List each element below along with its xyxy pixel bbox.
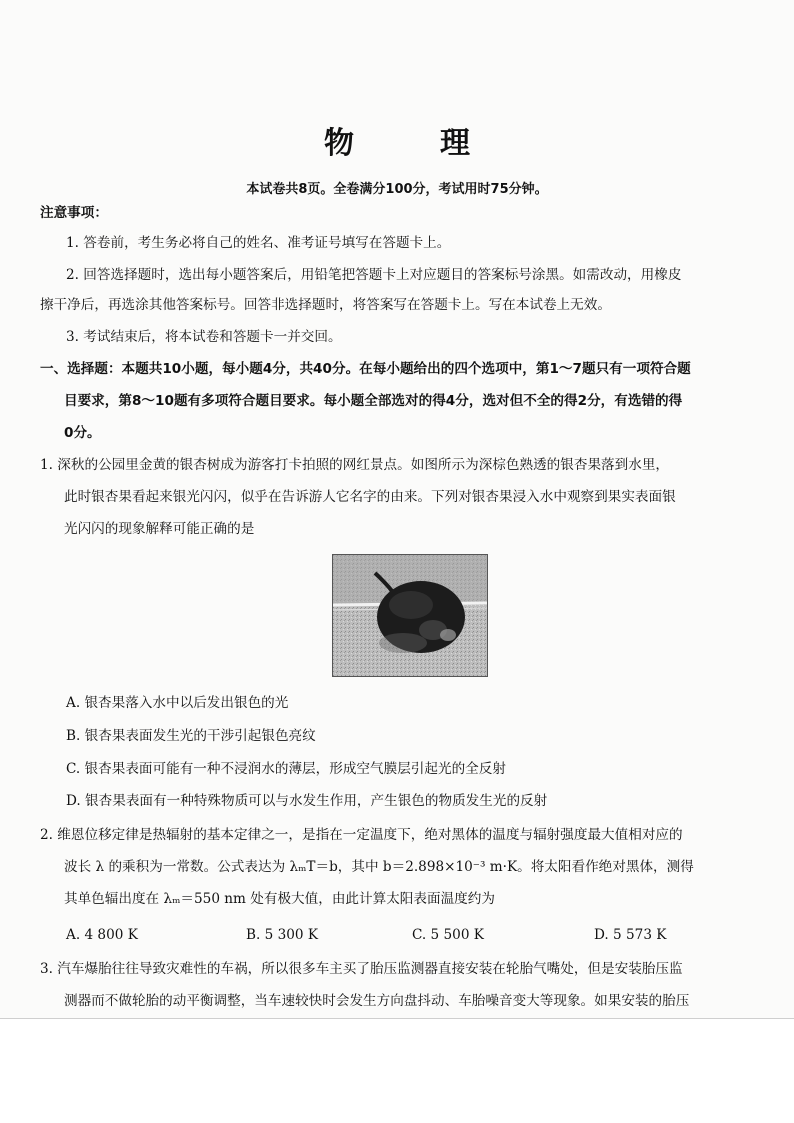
q1-option-d: D. 银杏果表面有一种特殊物质可以与水发生作用，产生银色的物质发生光的反射 [66, 793, 548, 809]
notice-item-2: 2. 回答选择题时，选出每小题答案后，用铅笔把答题卡上对应题目的答案标号涂黑。如需改动，用橡皮 [66, 267, 682, 283]
q2-option-b: B. 5 300 K [246, 927, 319, 943]
notice-item-2-cont: 擦干净后，再选涂其他答案标号。回答非选择题时，将答案写在答题卡上。写在本试卷上无效。 [40, 297, 611, 313]
notice-item-1: 1. 答卷前，考生务必将自己的姓名、准考证号填写在答题卡上。 [66, 235, 451, 251]
section1-line-3: 0分。 [64, 425, 101, 441]
q2-stem-3: 其单色辐出度在 λₘ＝550 nm 处有极大值，由此计算太阳表面温度约为 [64, 891, 495, 907]
q1-stem-1: 1. 深秋的公园里金黄的银杏树成为游客打卡拍照的网红景点。如图所示为深棕色熟透的银杏果落到水里， [40, 457, 670, 473]
q3-stem-2: 测器而不做轮胎的动平衡调整，当车速较快时会发生方向盘抖动、车胎噪音变大等现象。如果安装的胎压 [64, 993, 690, 1009]
q2-stem-2: 波长 λ 的乘积为一常数。公式表达为 λₘT＝b，其中 b＝2.898×10⁻³ m·K。将太阳看作绝对黑体，测得 [64, 859, 694, 875]
ginkgo-fruit-photo [332, 554, 488, 677]
exam-info: 本试卷共8页。全卷满分100分，考试用时75分钟。 [246, 182, 548, 197]
q2-stem-1: 2. 维恩位移定律是热辐射的基本定律之一，是指在一定温度下，绝对黑体的温度与辐射强度最大值相对应的 [40, 827, 683, 843]
q1-option-b: B. 银杏果表面发生光的干涉引起银色亮纹 [66, 728, 316, 744]
ginkgo-fruit-image [333, 555, 487, 676]
page-title: 物 理 [324, 126, 498, 161]
q1-stem-2: 此时银杏果看起来银光闪闪，似乎在告诉游人它名字的由来。下列对银杏果浸入水中观察到果实表面银 [64, 489, 676, 505]
notice-heading: 注意事项： [40, 205, 108, 221]
q3-stem-1: 3. 汽车爆胎往往导致灾难性的车祸，所以很多车主买了胎压监测器直接安装在轮胎气嘴处，但是安装胎压监 [40, 961, 683, 977]
q1-stem-3: 光闪闪的现象解释可能正确的是 [64, 521, 255, 537]
q2-option-a: A. 4 800 K [66, 927, 138, 943]
notice-item-3: 3. 考试结束后，将本试卷和答题卡一并交回。 [66, 329, 342, 345]
section1-line-2: 目要求，第8～10题有多项符合题目要求。每小题全部选对的得4分，选对但不全的得2分，有选错的得 [64, 393, 683, 409]
q2-option-d: D. 5 573 K [594, 927, 667, 943]
q2-option-c: C. 5 500 K [412, 927, 484, 943]
q1-option-c: C. 银杏果表面可能有一种不浸润水的薄层，形成空气膜层引起光的全反射 [66, 761, 506, 777]
section1-line-1: 一、选择题：本题共10小题，每小题4分，共40分。在每小题给出的四个选项中，第1～7题只有一项符合题 [40, 361, 691, 377]
q1-option-a: A. 银杏果落入水中以后发出银色的光 [66, 695, 289, 711]
